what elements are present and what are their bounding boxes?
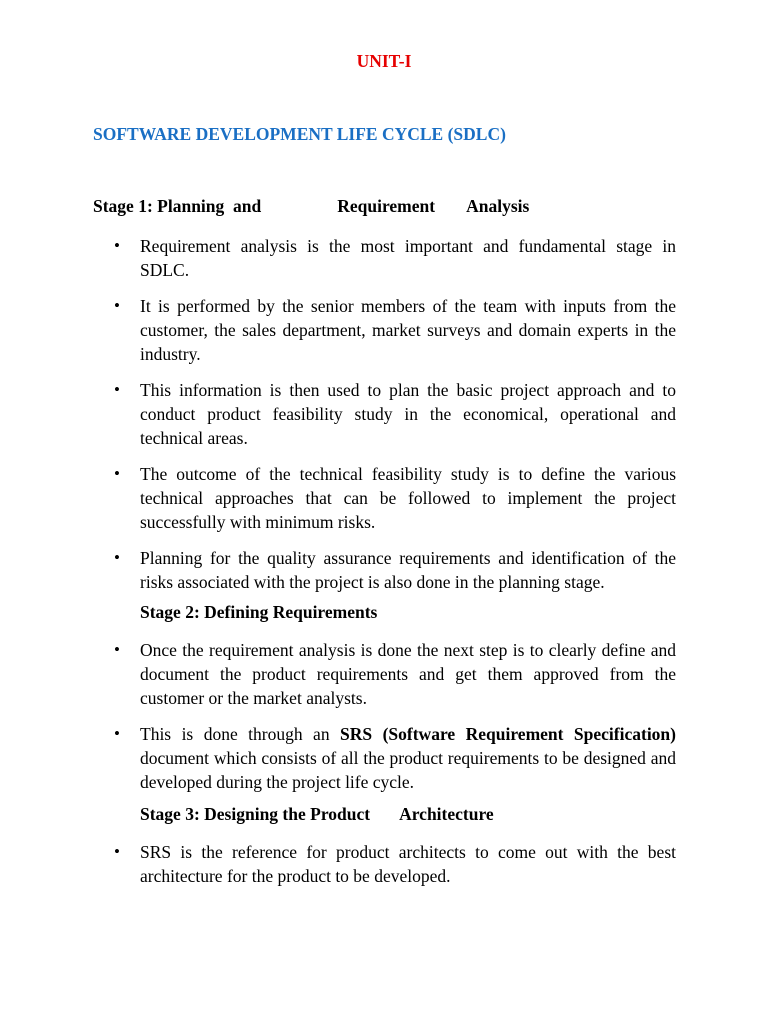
srs-text-after: document which consists of all the product requirements to be designed and developed during the project life cycle. (140, 748, 676, 792)
stage-1-heading-part1: Stage 1: Planning and (93, 196, 262, 216)
list-item: • SRS is the reference for product architects to come out with the best architecture for the product to be developed. (93, 840, 676, 888)
stage-1-heading-part3: Analysis (466, 196, 530, 216)
list-item: • Requirement analysis is the most important and fundamental stage in SDLC. (93, 234, 676, 282)
srs-term: SRS (Software Requirement Specification) (340, 724, 676, 744)
list-item: • The outcome of the technical feasibility study is to define the various technical approaches that can be followed to implement the project successfully with minimum risks. (93, 462, 676, 534)
stage-3-bullet-list (93, 840, 676, 888)
srs-text-before: This is done through an (140, 724, 341, 744)
list-item: • Once the requirement analysis is done the next step is to clearly define and document the product requirements and get them approved from the customer or the market analysts. (93, 638, 676, 710)
list-item: • Planning for the quality assurance requirements and identification of the risks associated with the project is also done in the planning stage. (93, 546, 676, 594)
list-item (93, 722, 676, 794)
stage-1-heading-part2: Requirement (337, 196, 436, 216)
unit-title: UNIT-I (356, 51, 412, 71)
stage-3-heading-part1: Stage 3: Designing the Product (140, 804, 371, 824)
list-item: • It is performed by the senior members of the team with inputs from the customer, the sales department, market surveys and domain experts in the industry. (93, 294, 676, 366)
stage-3-heading (140, 802, 676, 826)
list-item: • This information is then used to plan the basic project approach and to conduct product feasibility study in the economical, operational and technical areas. (93, 378, 676, 450)
stage-3-heading-part2: Architecture (399, 804, 494, 824)
stage-1-bullet-list (93, 234, 676, 594)
stage-2-heading: Stage 2: Defining Requirements (140, 602, 378, 622)
stage-1-heading (93, 196, 529, 217)
stage-2-bullet-list (93, 638, 676, 794)
document-title: SOFTWARE DEVELOPMENT LIFE CYCLE (SDLC) (93, 124, 506, 144)
document-body (93, 234, 676, 900)
